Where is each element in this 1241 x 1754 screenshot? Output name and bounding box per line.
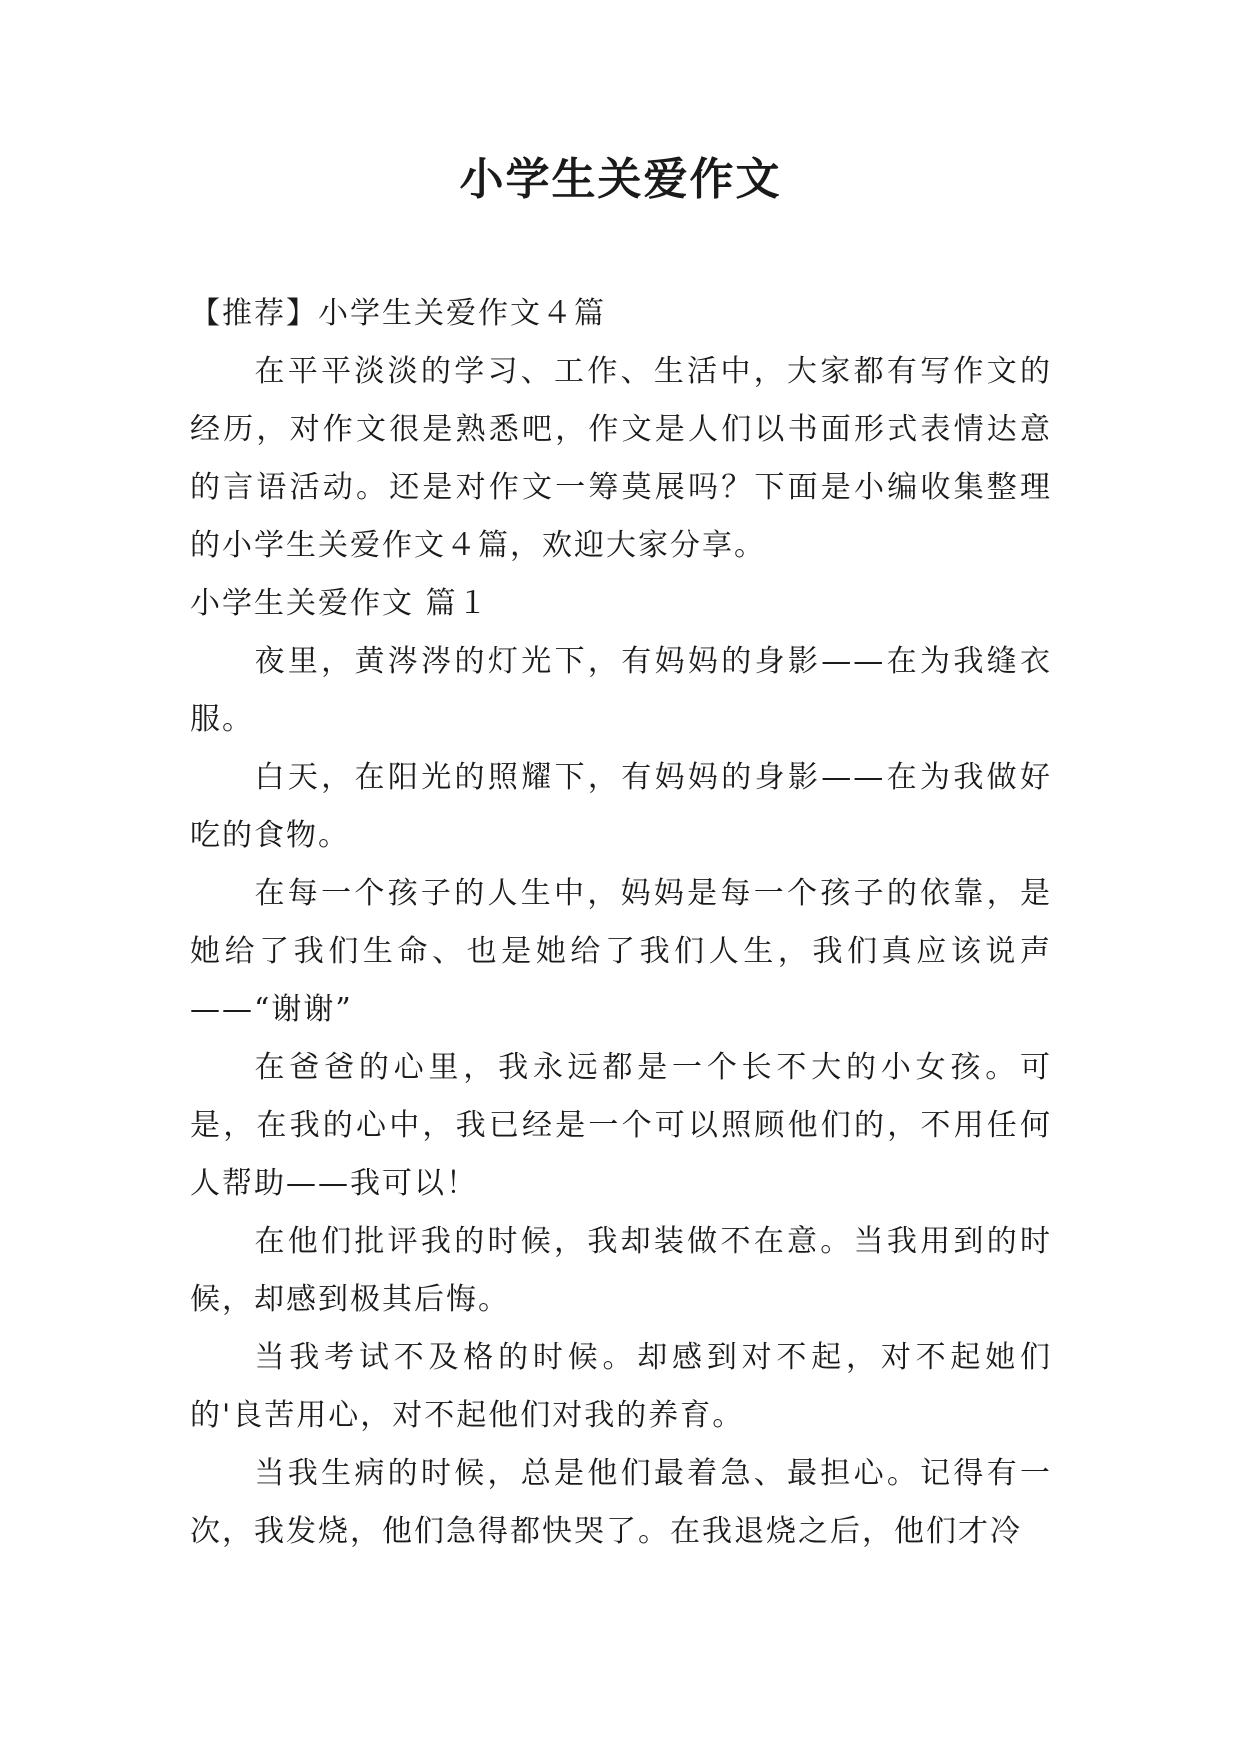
body-paragraph: 在他们批评我的时候，我却装做不在意。当我用到的时候，却感到极其后悔。 xyxy=(190,1224,1052,1317)
document-title: 小学生关爱作文 xyxy=(459,154,782,205)
body-paragraph: 在爸爸的心里，我永远都是一个长不大的小女孩。可是，在我的心中，我已经是一个可以照顾他们的，不用任何人帮助——我可以！ xyxy=(190,1050,1052,1201)
body-paragraph: 夜里，黄涔涔的灯光下，有妈妈的身影——在为我缝衣服。 xyxy=(190,644,1052,737)
recommend-line: 【推荐】小学生关爱作文４篇 xyxy=(190,296,606,331)
intro-paragraph: 在平平淡淡的学习、工作、生活中，大家都有写作文的经历，对作文很是熟悉吧，作文是人们以书面形式表情达意的言语活动。还是对作文一筹莫展吗？下面是小编收集整理的小学生关爱作文４篇，欢迎大家分享。 xyxy=(190,354,1052,563)
document-body xyxy=(190,285,1052,1561)
body-paragraph: 白天，在阳光的照耀下，有妈妈的身影——在为我做好吃的食物。 xyxy=(190,760,1052,853)
body-paragraph: 在每一个孩子的人生中，妈妈是每一个孩子的依靠，是她给了我们生命、也是她给了我们人生，我们真应该说声——“谢谢” xyxy=(190,876,1052,1027)
section-heading: 小学生关爱作文 篇１ xyxy=(190,586,490,621)
body-paragraph: 当我考试不及格的时候。却感到对不起，对不起她们的'良苦用心，对不起他们对我的养育。 xyxy=(190,1340,1052,1433)
body-paragraph: 当我生病的时候，总是他们最着急、最担心。记得有一次，我发烧，他们急得都快哭了。在我退烧之后，他们才冷 xyxy=(190,1456,1052,1549)
